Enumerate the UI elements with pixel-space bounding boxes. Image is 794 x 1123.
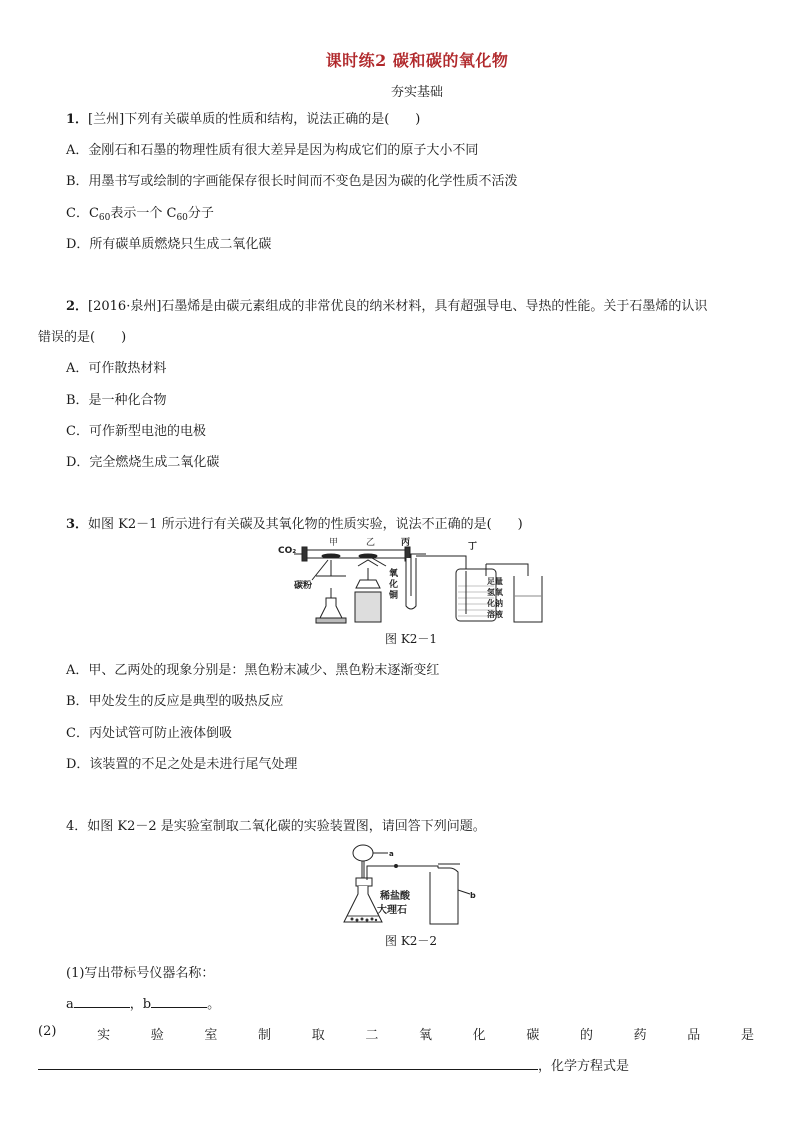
pointer-line-2 <box>372 558 386 566</box>
alcohol-lamp-1 <box>320 598 342 618</box>
q3-option-d: D．该装置的不足之处是未进行尾气处理 <box>66 757 298 772</box>
reaction-tube <box>306 550 406 558</box>
label-a: a <box>389 850 394 858</box>
label-co2: CO₂ <box>278 546 297 556</box>
flask-stopper <box>356 878 372 886</box>
justified-char: 品 <box>687 1028 701 1043</box>
question-number: 3． <box>66 517 89 532</box>
option-text: 表示一个 C <box>110 206 177 221</box>
q1-option-a: A．金刚石和石墨的物理性质有很大差异是因为构成它们的原子大小不同 <box>66 143 479 158</box>
lamp-base <box>316 618 346 623</box>
question-1-stem <box>66 108 420 127</box>
q2-option-a: A．可作散热材料 <box>66 361 167 376</box>
q4-part-2-blank-line <box>38 1055 629 1074</box>
carbon-powder <box>322 554 340 558</box>
q4-part-1: (1)写出带标号仪器名称： <box>66 966 215 981</box>
equation-prompt: ，化学方程式是 <box>538 1059 630 1074</box>
justified-char: 是 <box>740 1028 754 1043</box>
label-naoh-4: 溶液 <box>487 610 503 619</box>
flame-guard <box>358 560 378 566</box>
section-heading: 夯实基础 <box>390 85 443 100</box>
justified-char: 实 <box>97 1028 111 1043</box>
q1-option-c <box>66 202 214 223</box>
answer-blank-b[interactable] <box>151 994 207 1008</box>
label-marble: 大理石 <box>377 905 407 916</box>
question-text: 如图 K2－1 所示进行有关碳及其氧化物的性质实验，说法不正确的是( ) <box>88 517 523 532</box>
page-title: 课时练2 碳和碳的氧化物 <box>325 51 509 70</box>
label-naoh-2: 氢氧 <box>487 588 503 597</box>
stopper-left <box>302 547 307 561</box>
label-naoh-1: 足量 <box>487 577 503 586</box>
figure-k2-1-caption: 图 K2－1 <box>385 632 438 646</box>
justified-char: 化 <box>472 1028 486 1043</box>
q3-option-b: B．甲处发生的反应是典型的吸热反应 <box>66 694 284 709</box>
figure-k2-2-caption: 图 K2－2 <box>385 934 438 948</box>
gas-collecting-bottle <box>430 868 458 924</box>
question-number: 1． <box>66 112 89 127</box>
option-text: C．C <box>66 206 99 221</box>
q4-part-2-line <box>38 1024 754 1043</box>
option-text: 分子 <box>187 206 214 221</box>
question-number: 2． <box>66 299 89 314</box>
funnel-bulb <box>353 845 373 861</box>
period: 。 <box>207 997 221 1012</box>
q2-option-d: D．完全燃烧生成二氧化碳 <box>66 455 220 470</box>
label-yi: 乙 <box>366 538 376 548</box>
justified-char: (2) <box>38 1024 57 1039</box>
lamp-body-2 <box>355 592 381 622</box>
answer-blank-reagents[interactable] <box>38 1056 538 1070</box>
label-naoh-3: 化钠 <box>487 599 503 608</box>
copper-oxide-powder <box>359 554 377 558</box>
question-2-stem <box>66 295 707 314</box>
figure-k2-2-apparatus <box>336 842 486 928</box>
label-tanfen: 碳粉 <box>294 581 313 591</box>
label-cuo-2: 化 <box>389 580 399 590</box>
label-bing: 丙 <box>401 538 411 548</box>
justified-char: 验 <box>150 1028 164 1043</box>
tube-joint <box>395 865 398 868</box>
blank-label-b: ，b <box>129 997 152 1012</box>
pointer-line <box>312 560 328 580</box>
conical-flask <box>344 886 382 922</box>
label-ding: 丁 <box>468 542 478 552</box>
question-4-stem <box>66 815 486 834</box>
question-3-stem <box>66 513 523 532</box>
question-text: [2016·泉州]石墨烯是由碳元素组成的非常优良的纳米材料，具有超强导电、导热的性能。关于石墨烯的认识 <box>88 299 708 314</box>
beaker <box>514 576 542 622</box>
label-hydrochloric-acid: 稀盐酸 <box>380 891 410 902</box>
blank-label-a: a <box>66 997 74 1012</box>
label-cuo-1: 氧 <box>389 569 399 579</box>
figure-k2-1-apparatus <box>276 536 546 628</box>
justified-char: 氧 <box>419 1028 433 1043</box>
answer-blank-a[interactable] <box>74 994 130 1008</box>
justified-char: 制 <box>258 1028 272 1043</box>
subscript: 60 <box>98 213 111 223</box>
justified-char: 室 <box>204 1028 218 1043</box>
question-text: [兰州]下列有关碳单质的性质和结构，说法正确的是( ) <box>88 112 421 127</box>
q1-option-d: D．所有碳单质燃烧只生成二氧化碳 <box>66 237 272 252</box>
subscript: 60 <box>176 213 188 223</box>
bottle-pointer <box>458 890 470 894</box>
justified-char: 碳 <box>526 1028 540 1043</box>
label-b: b <box>470 891 476 900</box>
justified-char: 的 <box>579 1028 593 1043</box>
question-text: 如图 K2－2 是实验室制取二氧化碳的实验装置图，请回答下列问题。 <box>87 819 486 834</box>
question-2-stem-cont: 错误的是( ) <box>38 330 127 345</box>
q1-option-b: B．用墨书写或绘制的字画能保存很长时间而不变色是因为碳的化学性质不活泼 <box>66 174 518 189</box>
q2-option-b: B．是一种化合物 <box>66 393 167 408</box>
q3-option-c: C．丙处试管可防止液体倒吸 <box>66 726 232 741</box>
question-number: 4． <box>66 819 88 834</box>
lamp-cap <box>356 580 380 588</box>
justified-char: 二 <box>365 1028 379 1043</box>
q2-option-c: C．可作新型电池的电极 <box>66 424 206 439</box>
justified-char: 药 <box>633 1028 647 1043</box>
label-cuo-3: 铜 <box>389 591 399 601</box>
q3-option-a: A．甲、乙两处的现象分别是：黑色粉末减少、黑色粉末逐渐变红 <box>66 663 440 678</box>
q4-part-1-blanks <box>66 993 220 1012</box>
justified-char: 取 <box>311 1028 325 1043</box>
label-jia: 甲 <box>329 538 339 548</box>
